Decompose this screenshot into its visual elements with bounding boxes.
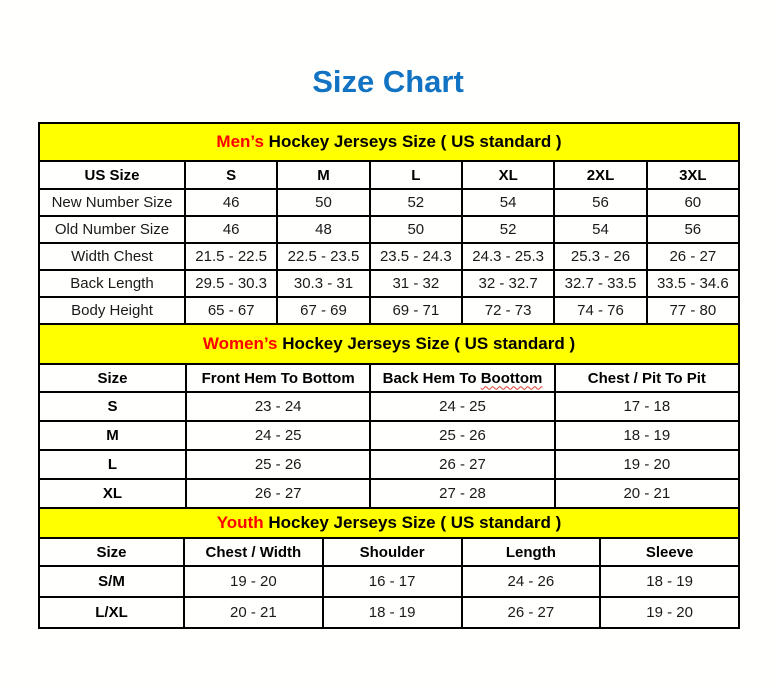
mens-value-cell: 23.5 - 24.3 — [370, 243, 462, 270]
youth-value-cell: 18 - 19 — [600, 566, 739, 597]
womens-row-label: L — [39, 450, 186, 479]
mens-column-header: S — [185, 161, 277, 189]
womens-value-cell: 18 - 19 — [555, 421, 739, 450]
womens-value-cell: 19 - 20 — [555, 450, 739, 479]
mens-value-cell: 65 - 67 — [185, 297, 277, 324]
mens-value-cell: 32.7 - 33.5 — [554, 270, 646, 297]
youth-value-cell: 24 - 26 — [462, 566, 601, 597]
mens-value-cell: 54 — [554, 216, 646, 243]
mens-column-header: 3XL — [647, 161, 739, 189]
mens-value-cell: 60 — [647, 189, 739, 216]
mens-value-cell: 67 - 69 — [277, 297, 369, 324]
womens-section-header — [39, 324, 739, 364]
mens-value-cell: 72 - 73 — [462, 297, 554, 324]
womens-size-table — [38, 323, 740, 509]
mens-value-cell: 74 - 76 — [554, 297, 646, 324]
mens-row-label: Width Chest — [39, 243, 185, 270]
womens-column-header: Front Hem To Bottom — [186, 364, 370, 392]
size-chart-tables — [38, 122, 740, 629]
mens-value-cell: 48 — [277, 216, 369, 243]
mens-value-cell: 77 - 80 — [647, 297, 739, 324]
mens-value-cell: 50 — [277, 189, 369, 216]
mens-section-header — [39, 123, 739, 161]
youth-row-label: L/XL — [39, 597, 184, 628]
womens-table-row — [39, 421, 739, 450]
mens-row-label: Old Number Size — [39, 216, 185, 243]
womens-column-header: Size — [39, 364, 186, 392]
womens-column-header — [370, 364, 554, 392]
youth-row-label: S/M — [39, 566, 184, 597]
womens-column-header-text: Back Hem To — [382, 369, 481, 387]
youth-column-header: Chest / Width — [184, 538, 323, 566]
mens-column-header: 2XL — [554, 161, 646, 189]
youth-value-cell: 19 - 20 — [184, 566, 323, 597]
womens-row-label: XL — [39, 479, 186, 508]
mens-value-cell: 69 - 71 — [370, 297, 462, 324]
mens-value-cell: 30.3 - 31 — [277, 270, 369, 297]
womens-value-cell: 23 - 24 — [186, 392, 370, 421]
youth-column-header: Sleeve — [600, 538, 739, 566]
youth-section-title-text: Hockey Jerseys Size ( US standard ) — [263, 513, 562, 532]
youth-value-cell: 18 - 19 — [323, 597, 462, 628]
mens-row-label: Body Height — [39, 297, 185, 324]
mens-value-cell: 31 - 32 — [370, 270, 462, 297]
womens-value-cell: 26 - 27 — [186, 479, 370, 508]
womens-value-cell: 17 - 18 — [555, 392, 739, 421]
youth-table-row — [39, 566, 739, 597]
mens-value-cell: 29.5 - 30.3 — [185, 270, 277, 297]
womens-column-header: Chest / Pit To Pit — [555, 364, 739, 392]
youth-column-header: Size — [39, 538, 184, 566]
womens-section-title-text: Hockey Jerseys Size ( US standard ) — [277, 334, 576, 353]
youth-column-header: Shoulder — [323, 538, 462, 566]
mens-size-table — [38, 122, 740, 325]
womens-value-cell: 25 - 26 — [370, 421, 554, 450]
mens-value-cell: 32 - 32.7 — [462, 270, 554, 297]
mens-value-cell: 50 — [370, 216, 462, 243]
womens-value-cell: 25 - 26 — [186, 450, 370, 479]
mens-value-cell: 22.5 - 23.5 — [277, 243, 369, 270]
womens-row-label: M — [39, 421, 186, 450]
mens-value-cell: 24.3 - 25.3 — [462, 243, 554, 270]
mens-value-cell: 26 - 27 — [647, 243, 739, 270]
mens-value-cell: 56 — [647, 216, 739, 243]
page-title: Size Chart — [312, 64, 464, 99]
youth-column-header: Length — [462, 538, 601, 566]
womens-value-cell: 27 - 28 — [370, 479, 554, 508]
mens-section-title-text: Hockey Jerseys Size ( US standard ) — [263, 132, 562, 151]
youth-value-cell: 26 - 27 — [462, 597, 601, 628]
youth-table-row — [39, 597, 739, 628]
mens-value-cell: 54 — [462, 189, 554, 216]
youth-size-table — [38, 507, 740, 629]
mens-table-row — [39, 216, 739, 243]
womens-value-cell: 24 - 25 — [186, 421, 370, 450]
womens-value-cell: 26 - 27 — [370, 450, 554, 479]
womens-table-row — [39, 450, 739, 479]
misspelled-word: Boottom — [480, 369, 543, 387]
mens-value-cell: 46 — [185, 189, 277, 216]
youth-section-header — [39, 508, 739, 538]
womens-table-row — [39, 479, 739, 508]
youth-section-accent: Youth — [216, 513, 264, 532]
mens-column-header: L — [370, 161, 462, 189]
mens-column-header: US Size — [39, 161, 185, 189]
mens-row-label: New Number Size — [39, 189, 185, 216]
womens-table-row — [39, 392, 739, 421]
womens-row-label: S — [39, 392, 186, 421]
mens-table-row — [39, 270, 739, 297]
mens-value-cell: 25.3 - 26 — [554, 243, 646, 270]
mens-column-header: M — [277, 161, 369, 189]
mens-column-header: XL — [462, 161, 554, 189]
mens-value-cell: 33.5 - 34.6 — [647, 270, 739, 297]
mens-table-row — [39, 297, 739, 324]
mens-section-accent: Men’s — [216, 132, 264, 151]
mens-row-label: Back Length — [39, 270, 185, 297]
youth-value-cell: 19 - 20 — [600, 597, 739, 628]
mens-table-row — [39, 189, 739, 216]
youth-value-cell: 20 - 21 — [184, 597, 323, 628]
mens-table-row — [39, 243, 739, 270]
womens-section-accent: Women’s — [202, 334, 278, 353]
mens-value-cell: 21.5 - 22.5 — [185, 243, 277, 270]
mens-value-cell: 52 — [370, 189, 462, 216]
mens-value-cell: 46 — [185, 216, 277, 243]
womens-value-cell: 20 - 21 — [555, 479, 739, 508]
mens-value-cell: 56 — [554, 189, 646, 216]
womens-value-cell: 24 - 25 — [370, 392, 554, 421]
mens-value-cell: 52 — [462, 216, 554, 243]
youth-value-cell: 16 - 17 — [323, 566, 462, 597]
